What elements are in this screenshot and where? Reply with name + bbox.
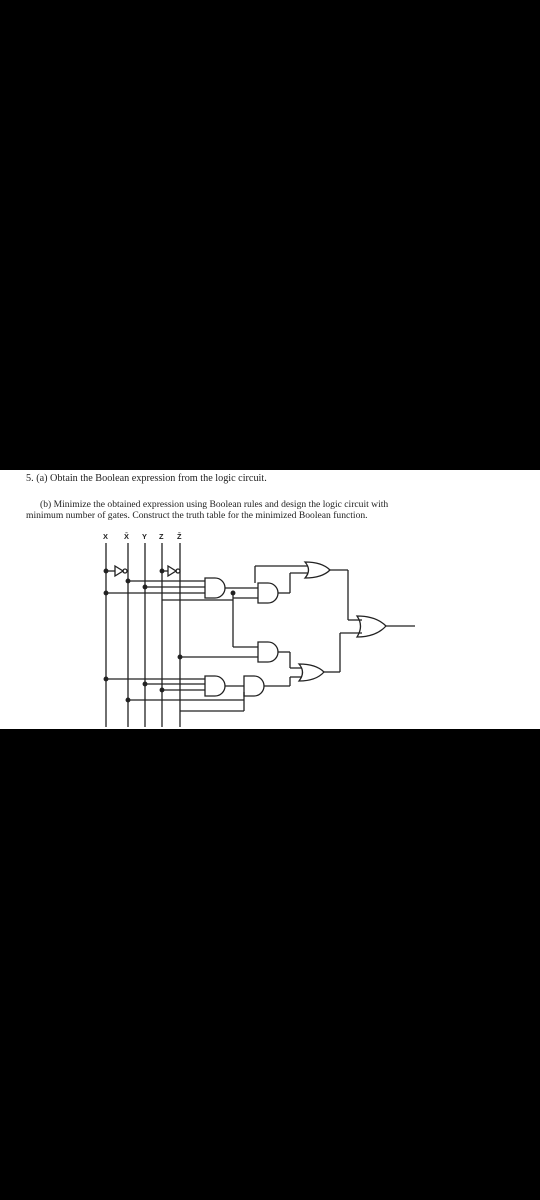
and-gate-1 (104, 578, 225, 598)
and-gate-3 (178, 598, 278, 662)
input-label-x: X (103, 532, 108, 541)
input-label-z: Z (159, 532, 164, 541)
question-part-b-line-2: minimum number of gates. Construct the truth table for the minimized Boolean function. (26, 509, 368, 521)
and-gate-4 (104, 676, 225, 696)
input-label-y: Y (142, 532, 147, 541)
inverter-z (160, 566, 180, 576)
inverter-x (104, 566, 127, 576)
and-gate-5 (126, 676, 264, 711)
or-gate-output (357, 616, 415, 637)
question-part-a: 5. (a) Obtain the Boolean expression from the logic circuit. (26, 473, 267, 484)
or-gate-1 (255, 562, 362, 620)
question-document (0, 470, 540, 729)
or-gate-2 (264, 633, 362, 686)
input-label-x-bar: X̄ (124, 532, 129, 541)
input-label-z-bar: Z̄ (177, 532, 182, 541)
logic-circuit-diagram (0, 470, 540, 729)
question-part-b-line-1: (b) Minimize the obtained expression using Boolean rules and design the logic circuit with (40, 499, 389, 510)
